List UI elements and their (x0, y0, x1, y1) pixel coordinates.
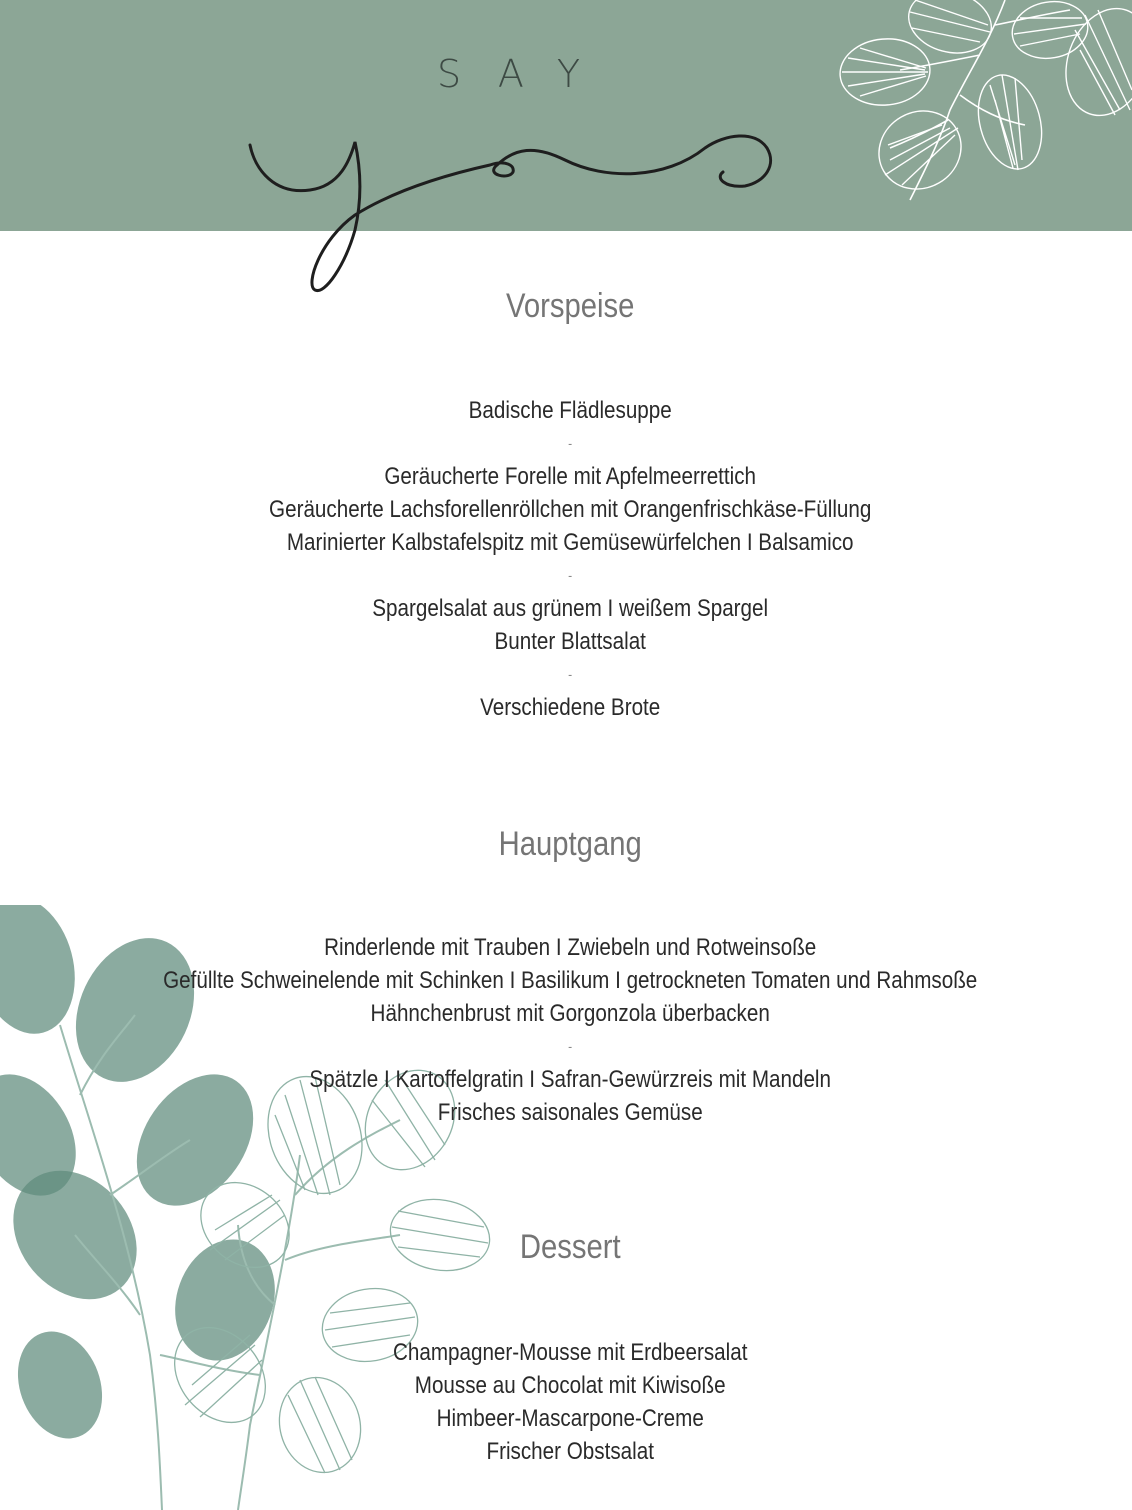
menu-item: Frisches saisonales Gemüse (437, 1099, 703, 1126)
yes-script-icon (245, 120, 785, 300)
section-title-dessert: Dessert (519, 1228, 621, 1266)
menu-list-dessert (0, 1336, 1132, 1468)
section-title-vorspeise: Vorspeise (505, 287, 635, 325)
menu-item: Verschiedene Brote (480, 694, 661, 721)
eucalyptus-leaves-icon (830, 0, 1132, 210)
say-heading: SAY (437, 52, 617, 96)
menu-item: Spätzle I Kartoffelgratin I Safran-Gewürzreis mit Mandeln (309, 1066, 831, 1093)
menu-list-hauptgang (0, 931, 1132, 1129)
menu-item: Badische Flädlesuppe (468, 397, 672, 424)
menu-item: Bunter Blattsalat (494, 628, 646, 655)
menu-item: Spargelsalat aus grünem I weißem Spargel (372, 595, 769, 622)
menu-item: Himbeer-Mascarpone-Creme (436, 1405, 704, 1432)
menu-separator: - (568, 1038, 573, 1054)
menu-item: Mousse au Chocolat mit Kiwisoße (414, 1372, 726, 1399)
menu-separator: - (568, 435, 573, 451)
menu-item: Gefüllte Schweinelende mit Schinken I Basilikum I getrockneten Tomaten und Rahmsoße (163, 967, 978, 994)
section-title-hauptgang: Hauptgang (498, 825, 642, 863)
menu-separator: - (568, 567, 573, 583)
menu-separator: - (568, 666, 573, 682)
menu-list-vorspeise (0, 394, 1132, 724)
menu-item: Marinierter Kalbstafelspitz mit Gemüsewürfelchen I Balsamico (286, 529, 854, 556)
menu-item: Geräucherte Forelle mit Apfelmeerrettich (384, 463, 757, 490)
menu-item: Geräucherte Lachsforellenröllchen mit Orangenfrischkäse-Füllung (269, 496, 872, 523)
menu-item: Rinderlende mit Trauben I Zwiebeln und Rotweinsoße (324, 934, 817, 961)
menu-item: Champagner-Mousse mit Erdbeersalat (392, 1339, 748, 1366)
menu-item: Hähnchenbrust mit Gorgonzola überbacken (370, 1000, 770, 1027)
menu-item: Frischer Obstsalat (486, 1438, 654, 1465)
